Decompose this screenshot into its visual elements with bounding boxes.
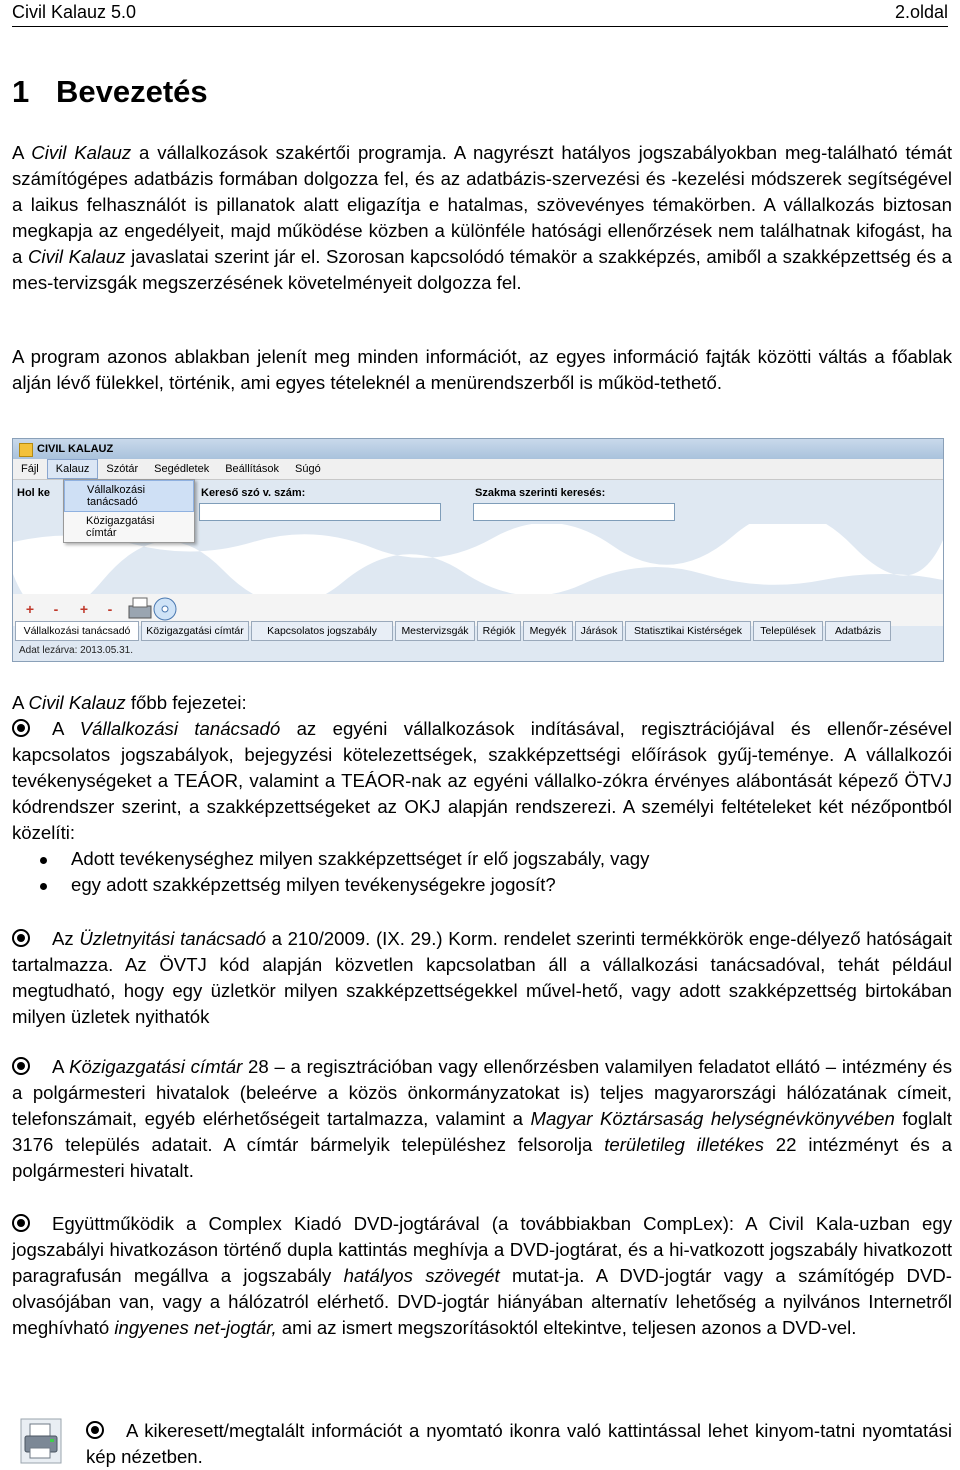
window-titlebar [13,439,943,459]
page-title [12,74,208,110]
header-page-number: 2.oldal [894,2,948,22]
heading-number: 1 [12,74,30,109]
target-bullet-icon [86,1421,104,1439]
text: A [12,692,29,713]
text: A [12,142,32,163]
menu-kalauz[interactable]: Kalauz [47,459,99,479]
chapter-5 [86,1418,952,1470]
text: A [52,718,80,739]
tab-regiok[interactable]: Régiók [477,621,521,641]
text-italic: Civil Kalauz [31,142,132,163]
text-italic: ingyenes net-jogtár, [114,1317,277,1338]
keyword-search-input[interactable] [199,503,441,521]
text-italic: területileg illetékes [604,1134,764,1155]
text: a 210/2009. (IX. 29.) Korm. rendelet szerinti termékkörök enge-délyező hatóságait tartalmazza. Az ÖVTJ kód alapján közvetlen kapcsolatban áll a vállalkozási tanácsadóval, tehát például megtudható, hogy egy üzletkör milyen szakképzettségekkel művel-hető, vagy adott szakképzettség birtokában milyen üzletek nyithatók [12,928,953,1027]
bullet-dot-icon [40,883,47,890]
dropdown-item-vallalkozasi[interactable]: Vállalkozási tanácsadó [64,480,194,512]
status-bar: Adat lezárva: 2013.05.31. [19,645,133,656]
text-italic: Vállalkozási tanácsadó [79,718,281,739]
keyword-search-label: Kereső szó v. szám: [201,487,306,499]
header-app-name: Civil Kalauz 5.0 [12,2,137,22]
text: egy adott szakképzettség milyen tevékenységekre jogosít? [71,874,556,895]
text: A [52,1056,70,1077]
menu-szotar[interactable]: Szótár [106,463,139,475]
printer-icon[interactable] [20,1418,62,1464]
text: foglalt 3176 település adatait. A címtár bármelyik településhez felsorolja [12,1108,952,1155]
tab-bar [15,621,943,641]
tab-telepulesek[interactable]: Települések [753,621,823,641]
bullet-dot-icon [40,857,47,864]
text: mutat-ja. A DVD-jogtár vagy a számítógép DVD-olvasójában van, vagy a hálózatról elérhető. DVD-jogtár hiányában alternatív lehetőség a nyilvános Internetről meghívható [12,1265,953,1338]
target-bullet-icon [12,1214,30,1232]
chapter-4 [12,1211,952,1341]
tab-kozigazgatasi[interactable]: Közigazgatási címtár [141,621,249,641]
hol-label: Hol ke [17,487,51,499]
target-bullet-icon [12,719,30,737]
menu-beallitasok[interactable]: Beállítások [225,463,280,475]
target-bullet-icon [12,929,30,947]
bullet-item-2 [12,872,556,898]
chapter-1 [12,716,952,846]
text-italic: Civil Kalauz [28,692,126,713]
printer-cd-icon[interactable] [125,594,179,624]
remove-button[interactable]: - [53,601,59,617]
remove-button-2[interactable]: - [107,601,113,617]
window-title: CIVIL KALAUZ [37,443,114,455]
text: 22 intézményt és a polgármesteri hivatalt. [12,1134,953,1181]
text: főbb fejezetei: [125,692,247,713]
tab-adatbazis[interactable]: Adatbázis [825,621,891,641]
trade-search-input[interactable] [473,503,675,521]
bullet-item-1 [12,846,649,872]
text: a vállalkozások szakértői programja. A nagyrészt hatályos jogszabályokban meg-található témát számítógépes adatbázis formában dolgozza fel, és az adatbázis-szervezési és -kezelési módszerek segítségével a laikus felhasználót is pillanatok alatt eligazítja e hatalmas, szövevényes témakörben. A vállalkozás biztosan megkapja az engedélyeit, majd működése közben a különféle hatósági ellenőrzések nem találhatnak kifogást, ha a [12,142,953,267]
heading-title: Bevezetés [56,74,208,109]
menu-segedletek[interactable]: Segédletek [154,463,210,475]
tab-mestervizsgak[interactable]: Mestervizsgák [395,621,475,641]
app-icon [19,443,33,457]
text-italic: Magyar Köztársaság helységnévkönyvében [530,1108,895,1129]
target-bullet-icon [12,1057,30,1075]
text: ami az ismert megszorításoktól eltekintve, teljesen azonos a DVD-vel. [276,1317,857,1338]
kalauz-dropdown [63,479,195,543]
text: Adott tevékenységhez milyen szakképzettséget ír elő jogszabály, vagy [71,848,650,869]
chapter-3 [12,1054,952,1184]
text: Együttműködik a Complex Kiadó DVD-jogtárával (a továbbiakban CompLex): A Civil Kala-uzban egy jogszabályi hivatkozáson történő dupla kattintás meghívja a DVD-jogtárat, és a hi-vatkozott jogszabály hivatkozott paragrafusán megállva a jogszabály [12,1213,952,1286]
page-header [12,0,948,27]
intro-paragraph-1 [12,140,952,296]
tab-jarasok[interactable]: Járások [575,621,623,641]
tab-kistersegek[interactable]: Statisztikai Kistérségek [625,621,751,641]
text-italic: Üzletnyitási tanácsadó [79,928,266,949]
text: A kikeresett/megtalált információt a nyomtató ikonra való kattintással lehet kinyom-tatni nyomtatási kép nézetben. [86,1420,952,1467]
text: az egyéni vállalkozások indításával, regisztrációjával és ellenőr-zésével kapcsolatos jogszabályok, bejegyzési kötelezettségek, szakképzettségi előírások gyűj-teménye. A vállalkozói tevékenységeket a TEÁOR, valamint a TEÁOR-nak az egyéni vállalko-zókra érvényes alábontását képező ÖTVJ kódrendszer szerint, a szakképzettségeket az OKJ alapján rendszerezi. A személyi feltételeket két nézőpontból közelíti: [12,718,953,843]
chapter-2 [12,926,952,1030]
menu-bar [13,459,943,480]
tab-vallalkozasi[interactable]: Vállalkozási tanácsadó [15,621,139,641]
text-italic: Közigazgatási címtár [69,1056,243,1077]
text: 28 – a regisztrációban vagy ellenőrzésben valamilyen feladatot ellátó – intézmény és a polgármesteri hivatalok (beleérve a közös önkormányzatokat is) teljes magyarországi hálózatának címeit, telefonszámait, egyéb elérhetőségeit tartalmazza, valamint a [12,1056,952,1129]
app-screenshot [12,438,944,662]
intro-paragraph-2: A program azonos ablakban jelenít meg minden információt, az egyes információ fajták közötti váltás a főablak alján lévő fülekkel, történik, ami egyes tételeknél a menürendszerből is működ-tethető. [12,346,952,393]
dropdown-item-kozigazgatasi[interactable]: Közigazgatási címtár [86,515,155,539]
tab-megyek[interactable]: Megyék [523,621,573,641]
add-button-2[interactable]: + [79,601,89,617]
menu-sugo[interactable]: Súgó [295,463,321,475]
text-italic: hatályos szövegét [343,1265,500,1286]
trade-search-label: Szakma szerinti keresés: [475,487,606,499]
text-italic: Civil Kalauz [27,246,126,267]
menu-file[interactable]: Fájl [21,463,39,475]
add-button[interactable]: + [25,601,35,617]
text: Az [52,928,80,949]
chapters-heading [12,690,952,716]
tab-jogszabaly[interactable]: Kapcsolatos jogszabály [251,621,393,641]
text: javaslatai szerint jár el. Szorosan kapcsolódó témakör a szakképzés, amiből a szakképzettség és a mes-tervizsgák megszerzésének követelményeit dolgozza fel. [12,246,952,293]
